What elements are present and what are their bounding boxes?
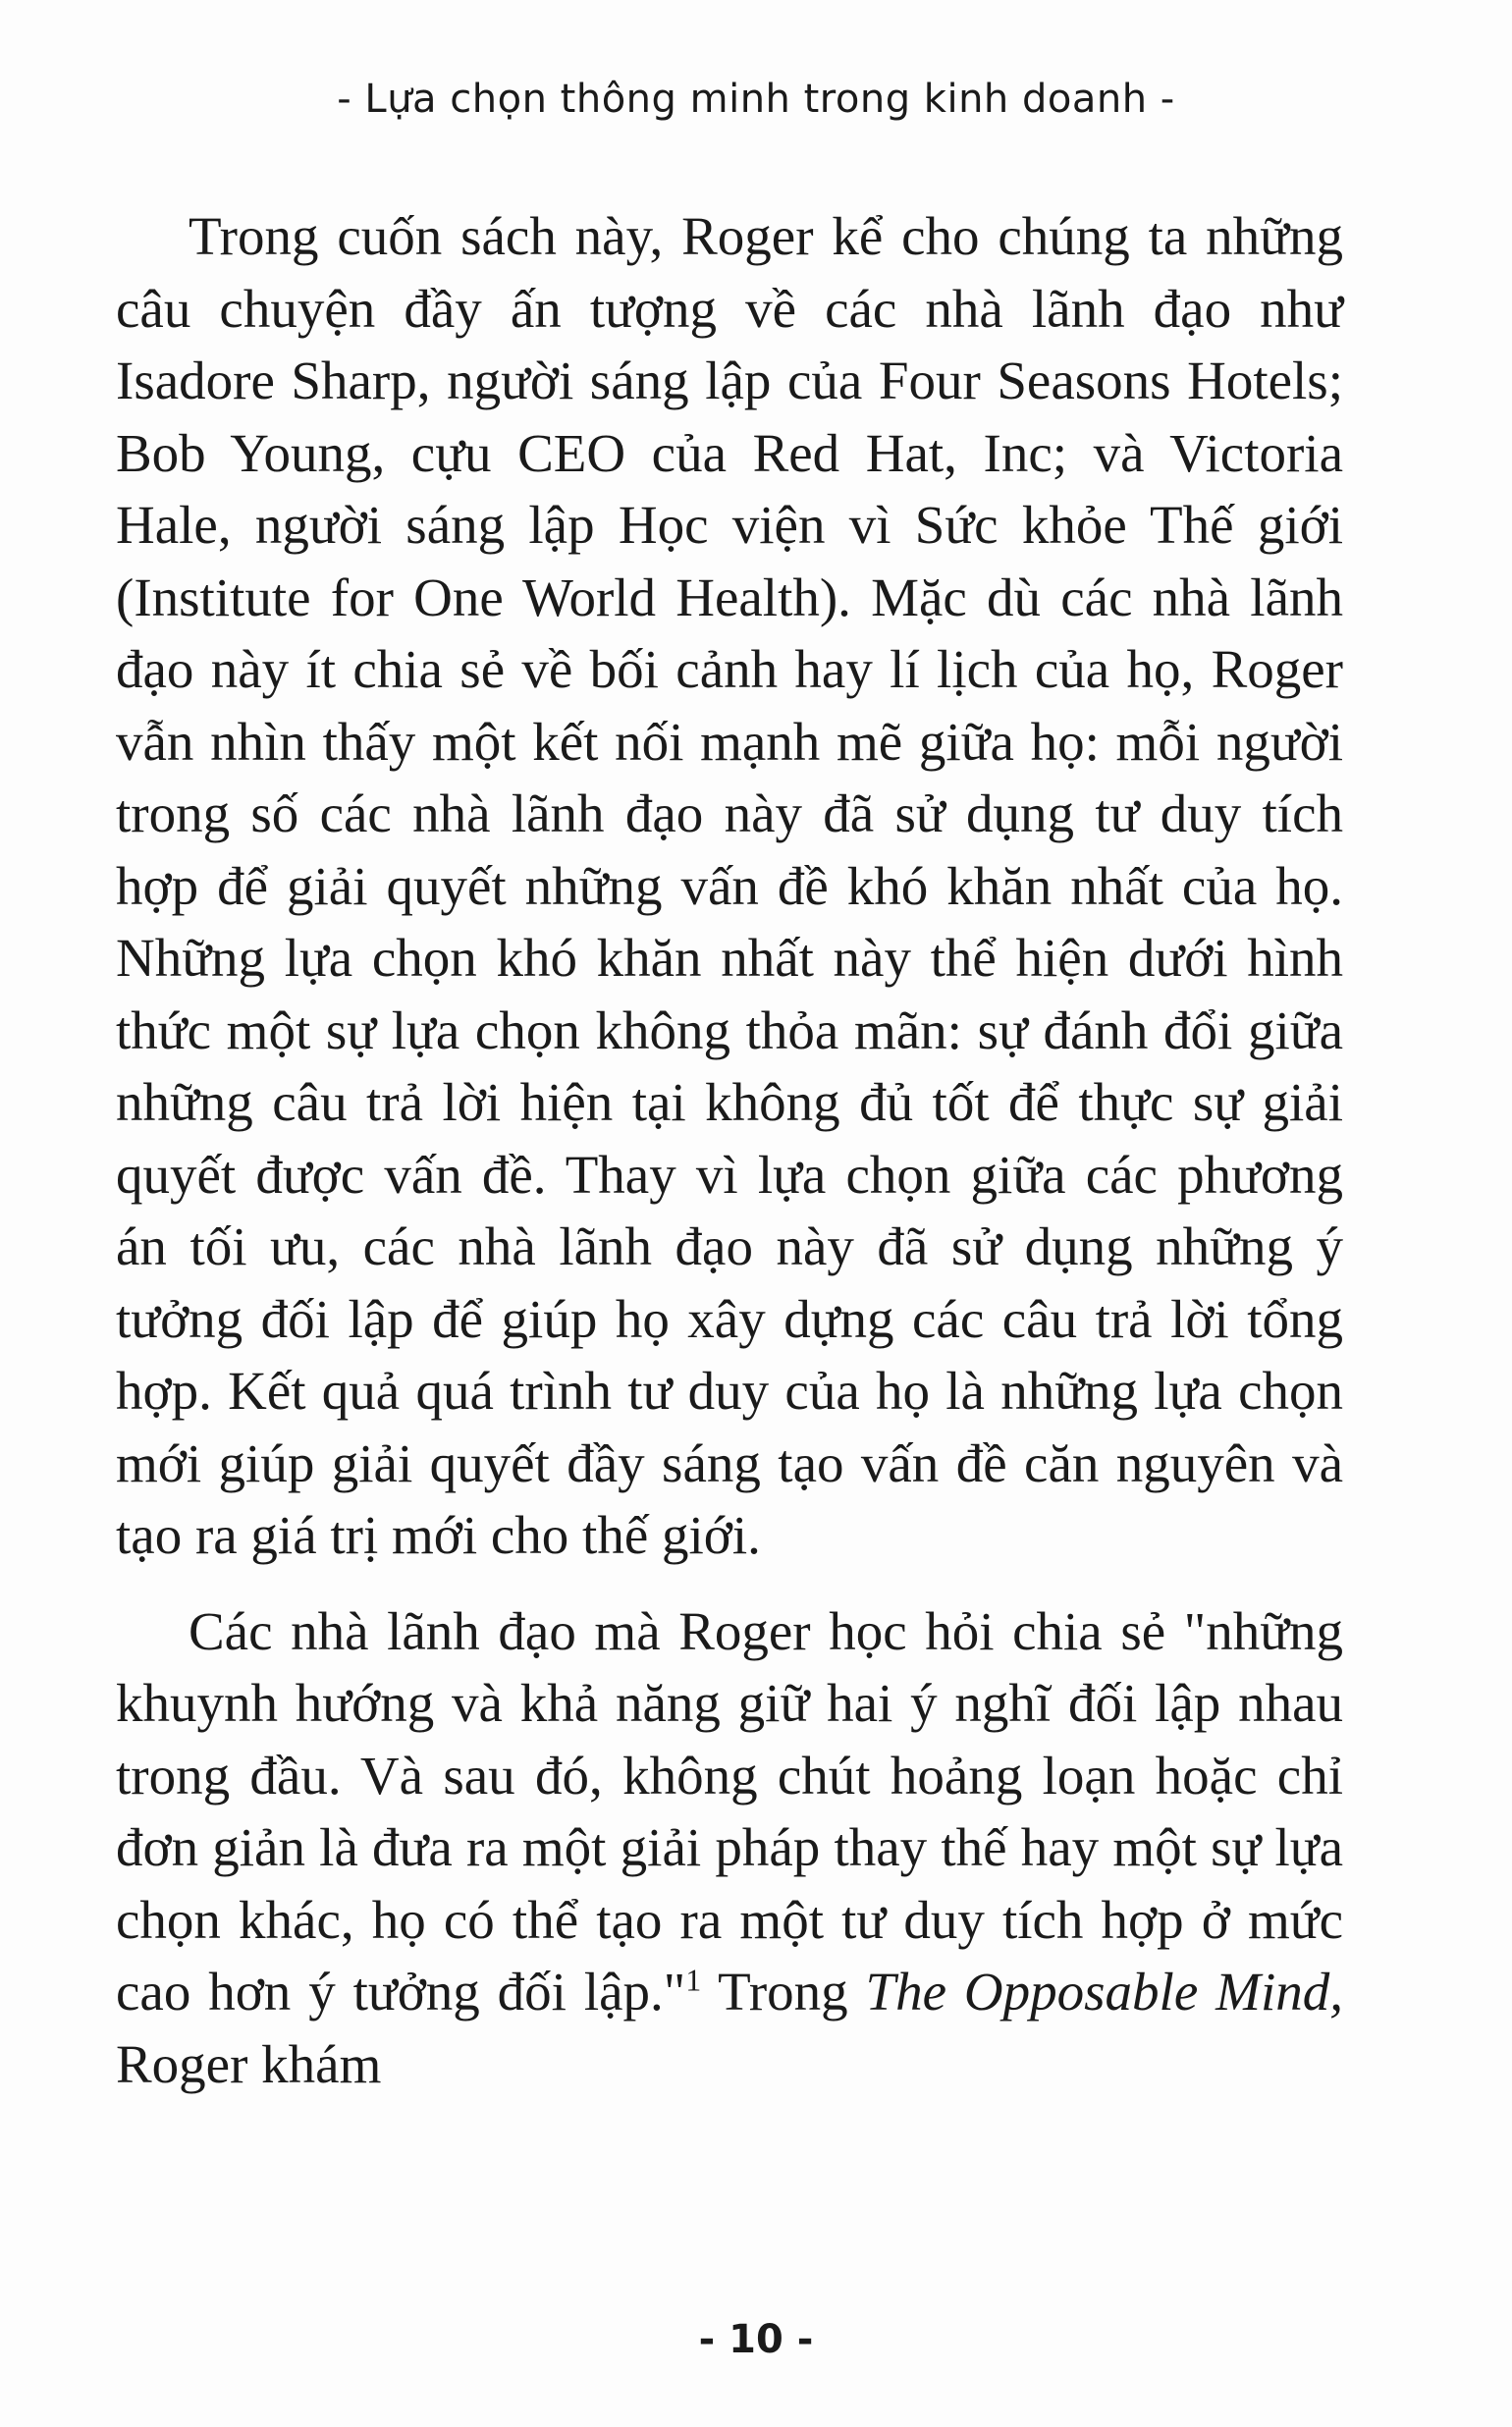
book-title: The Opposable Mind, <box>865 1962 1343 2022</box>
body-text <box>116 200 1343 2100</box>
paragraph-2-text: Các nhà lãnh đạo mà Roger học hỏi chia sẻ "những khuynh hướng và khả năng giữ hai ý nghĩ đối lập nhau trong đầu. Và sau đó, không chút hoảng loạn hoặc chỉ đơn giản là đưa ra một giải pháp thay thế hay một sự lựa chọn khác, họ có thể tạo ra một tư duy tích hợp ở mức cao hơn ý tưởng đối lập." <box>116 1600 1343 2022</box>
paragraph-2 <box>116 1595 1343 2101</box>
page-number: - 10 - <box>698 2317 814 2362</box>
footnote-marker: 1 <box>685 1962 702 1998</box>
paragraph-2-end: Roger khám <box>116 2033 382 2094</box>
running-header: - Lựa chọn thông minh trong kinh doanh - <box>337 77 1175 122</box>
paragraph-1: Trong cuốn sách này, Roger kể cho chúng ta những câu chuyện đầy ấn tượng về các nhà lãnh đạo như Isadore Sharp, người sáng lập của Four Seasons Hotels; Bob Young, cựu CEO của Red Hat, Inc; và Victoria Hale, người sáng lập Học viện vì Sức khỏe Thế giới (Institute for One World Health). Mặc dù các nhà lãnh đạo này ít chia sẻ về bối cảnh hay lí lịch của họ, Roger vẫn nhìn thấy một kết nối mạnh mẽ giữa họ: mỗi người trong số các nhà lãnh đạo này đã sử dụng tư duy tích hợp để giải quyết những vấn đề khó khăn nhất của họ. Những lựa chọn khó khăn nhất này thể hiện dưới hình thức một sự lựa chọn không thỏa mãn: sự đánh đổi giữa những câu trả lời hiện tại không đủ tốt để thực sự giải quyết được vấn đề. Thay vì lựa chọn giữa các phương án tối ưu, các nhà lãnh đạo này đã sử dụng những ý tưởng đối lập để giúp họ xây dựng các câu trả lời tổng hợp. Kết quả quá trình tư duy của họ là những lựa chọn mới giúp giải quyết đầy sáng tạo vấn đề căn nguyên và tạo ra giá trị mới cho thế giới. <box>116 206 1343 1565</box>
paragraph-2-connector: Trong <box>701 1962 866 2022</box>
